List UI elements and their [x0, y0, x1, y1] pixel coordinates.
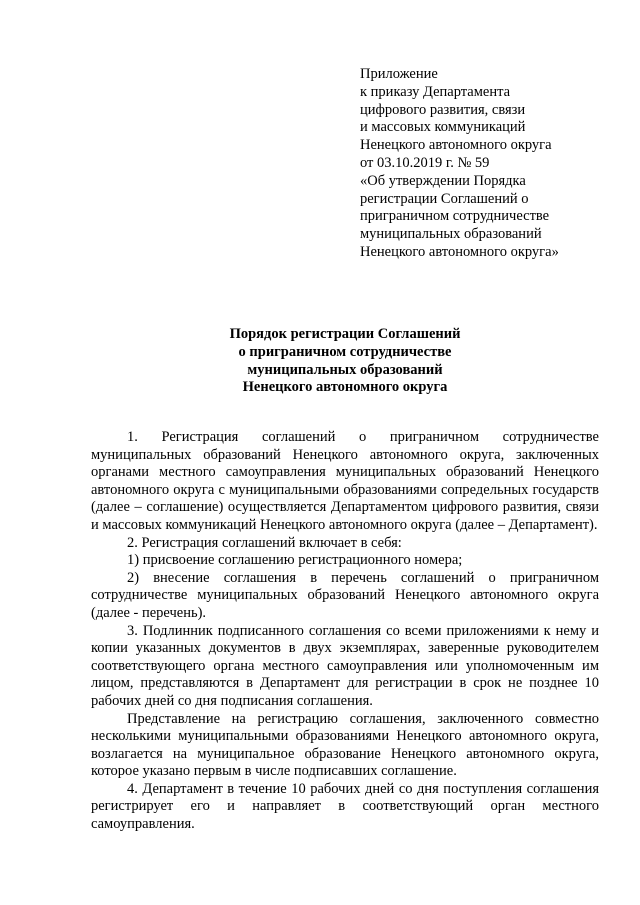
title-line: муниципальных образований	[247, 361, 443, 378]
paragraph-1: 1. Регистрация соглашений о приграничном сотрудничестве муниципальных образований Ненецкого автономного округа, заключенных органами местного самоуправления муниципальных образований Ненецкого автономного округа с муниципальными образованиями сопредельных государств (далее – соглашение) осуществляется Департаментом цифрового развития, связи и массовых коммуникаций Ненецкого автономного округа (далее – Департамент).	[91, 429, 599, 533]
title-line: Порядок регистрации Соглашений	[229, 326, 461, 342]
paragraph-2: 2. Регистрация соглашений включает в себя:	[127, 534, 402, 551]
appendix-line: муниципальных образований	[360, 226, 542, 243]
appendix-line: цифрового развития, связи	[360, 101, 526, 118]
title-line: Ненецкого автономного округа	[242, 379, 448, 396]
appendix-line: «Об утверждении Порядка	[360, 172, 526, 189]
paragraph-4: 4. Департамент в течение 10 рабочих дней со дня поступления соглашения регистрирует его и направляет в соответствующий орган местного самоуправления.	[91, 780, 599, 833]
appendix-line: и массовых коммуникаций	[360, 119, 526, 136]
appendix-line: Ненецкого автономного округа	[360, 137, 552, 154]
appendix-line: к приказу Департамента	[360, 83, 511, 100]
paragraph-3-continuation: Представление на регистрацию соглашения, заключенного совместно несколькими муниципальными образованиями Ненецкого автономного округа, возлагается на муниципальное образование Ненецкого автономного округа, которое указано первым в числе подписавших соглашение.	[91, 710, 599, 780]
document-body	[91, 429, 599, 834]
document-title	[80, 326, 610, 397]
appendix-line: от 03.10.2019 г. № 59	[360, 154, 490, 171]
appendix-line: Ненецкого автономного округа»	[360, 243, 559, 260]
appendix-line: приграничном сотрудничестве	[360, 208, 550, 225]
appendix-block	[360, 66, 610, 262]
appendix-line: регистрации Соглашений о	[360, 190, 529, 207]
title-line: о приграничном сотрудничестве	[238, 343, 452, 360]
paragraph-2-item-1: 1) присвоение соглашению регистрационного номера;	[127, 552, 463, 569]
paragraph-3: 3. Подлинник подписанного соглашения со всеми приложениями к нему и копии указанных документов в двух экземплярах, заверенные руководителем соответствующего органа местного самоуправления или уполномоченным им лицом, представляются в Департамент для регистрации в срок не позднее 10 рабочих дней со дня подписания соглашения.	[91, 622, 599, 709]
appendix-line: Приложение	[360, 66, 438, 82]
paragraph-2-item-2: 2) внесение соглашения в перечень соглашений о приграничном сотрудничестве муниципальных образований Ненецкого автономного округа (далее - перечень).	[91, 569, 599, 621]
